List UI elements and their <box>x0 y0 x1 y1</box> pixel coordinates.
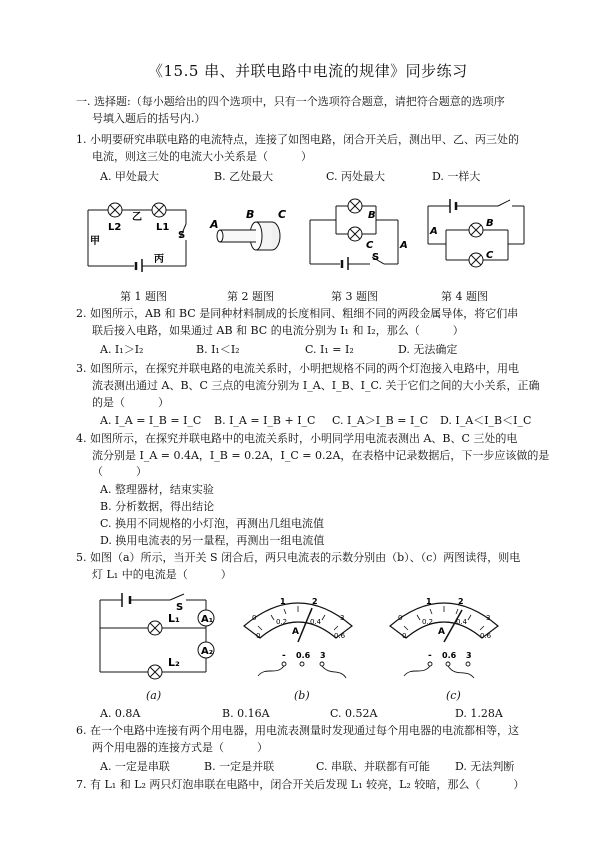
fig1-label-bing: 丙 <box>154 254 164 265</box>
fig1-label-yi: 乙 <box>132 212 142 223</box>
fig5b-terminal-minus: - <box>282 651 286 661</box>
fig3-label-a: A <box>400 240 408 251</box>
q4-option-c: C. 换用不同规格的小灯泡，再测出几组电流值 <box>100 517 325 530</box>
fig5a-label-a1: A₁ <box>201 614 214 625</box>
figure-2-conductors <box>206 200 298 272</box>
figure-5c-ammeter <box>382 586 506 682</box>
q6-option-c: C. 串联、并联都有可能 <box>316 760 431 773</box>
caption-fig5c: (c) <box>446 689 461 702</box>
figure-5a-circuit <box>94 592 224 682</box>
caption-fig1: 第 1 题图 <box>120 290 167 303</box>
fig2-label-a: A <box>210 218 219 231</box>
q2-stem-cont: 联后接入电路，如果通过 AB 和 BC 的电流分别为 I₁ 和 I₂，那么（ ） <box>92 324 464 337</box>
fig5b-terminal-3: 3 <box>320 651 326 660</box>
fig5a-label-l1: L₁ <box>168 612 180 625</box>
fig1-label-l1: L1 <box>156 222 170 233</box>
q3-option-b: B. I_A = I_B + I_C <box>214 414 316 427</box>
q4-option-d: D. 换用电流表的另一量程，再测出一组电流值 <box>100 534 325 547</box>
fig5c-end-06: 0.6 <box>480 632 492 640</box>
q4-stem-cont2: （ ） <box>92 465 147 478</box>
q6-stem-cont: 两个用电器的连接方式是（ ） <box>92 741 268 754</box>
fig5a-label-a2: A₂ <box>201 646 214 657</box>
q6-option-b: B. 一定是并联 <box>204 760 275 773</box>
q6-stem: 6. 在一个电路中连接有两个用电器，用电流表测量时发现通过每个用电器的电流都相等，这 <box>76 724 519 737</box>
q5-stem-cont: 灯 L₁ 中的电流是（ ） <box>92 568 232 581</box>
section-instructions: 一. 选择题:（每小题给出的四个选项中，只有一个选项符合题意，请把符合题意的选项序 <box>76 95 505 108</box>
fig5c-scale-1: 1 <box>426 597 432 606</box>
q1-option-c: C. 丙处最大 <box>326 170 386 183</box>
figure-3-parallel-circuit <box>306 194 410 270</box>
caption-fig4: 第 4 题图 <box>441 290 488 303</box>
q5-option-b: B. 0.16A <box>222 707 270 720</box>
fig5c-end-0: 0 <box>398 614 403 622</box>
fig3-label-s: S <box>372 252 380 263</box>
figure-4-parallel-circuit <box>424 196 528 274</box>
fig1-label-s: S <box>178 230 186 241</box>
fig5c-end-3: 3 <box>486 614 491 622</box>
q2-stem: 2. 如图所示，AB 和 BC 是同种材料制成的长度相同、粗细不同的两段金属导体，将它们串 <box>76 307 519 320</box>
fig5c-scale-04: 0.4 <box>456 618 468 626</box>
caption-fig3: 第 3 题图 <box>331 290 378 303</box>
fig5b-unit-a: A <box>292 627 299 637</box>
page-title: 《15.5 串、并联电路中电流的规律》同步练习 <box>148 62 468 80</box>
q6-option-a: A. 一定是串联 <box>100 760 170 773</box>
fig5c-terminal-minus: - <box>428 651 432 661</box>
fig2-label-c: C <box>278 208 287 221</box>
fig2-label-b: B <box>246 208 255 221</box>
q2-option-c: C. I₁ = I₂ <box>305 343 354 356</box>
fig5b-end-3: 3 <box>340 614 345 622</box>
q3-option-c: C. I_A＞I_B = I_C <box>332 414 429 427</box>
q4-stem: 4. 如图所示，在探究并联电路中的电流关系时，小明同学用电流表测出 A、B、C 三处的电 <box>76 432 518 445</box>
q2-option-a: A. I₁＞I₂ <box>100 343 144 356</box>
caption-fig2: 第 2 题图 <box>227 290 274 303</box>
q1-stem: 1. 小明要研究串联电路的电流特点，连接了如图电路，闭合开关后，测出甲、乙、丙三处的 <box>76 133 519 146</box>
fig5b-end-0b: 0 <box>256 632 261 640</box>
fig4-label-a: A <box>430 226 438 237</box>
fig5b-scale-2: 2 <box>312 597 318 606</box>
q1-stem-cont: 电流，则这三处的电流大小关系是（ ） <box>92 150 312 163</box>
caption-fig5a: (a) <box>146 689 162 702</box>
q1-option-b: B. 乙处最大 <box>214 170 274 183</box>
section-instructions-cont: 号填入题后的括号内.） <box>92 112 206 125</box>
q3-stem-cont2: 的是（ ） <box>92 396 169 409</box>
fig5a-label-s: S <box>176 602 184 613</box>
fig4-label-c: C <box>486 250 494 261</box>
q3-option-d: D. I_A＜I_B＜I_C <box>440 414 532 427</box>
q5-option-d: D. 1.28A <box>455 707 503 720</box>
fig5c-end-0b: 0 <box>402 632 407 640</box>
fig5b-scale-02: 0.2 <box>276 618 288 626</box>
fig5c-scale-2: 2 <box>458 597 464 606</box>
fig5c-terminal-3: 3 <box>466 651 472 660</box>
fig5b-end-06: 0.6 <box>334 632 346 640</box>
figure-1-series-circuit <box>86 196 198 272</box>
q4-option-a: A. 整理器材，结束实验 <box>100 483 214 496</box>
q2-option-d: D. 无法确定 <box>398 343 458 356</box>
q4-stem-cont: 流分别是 I_A = 0.4A，I_B = 0.2A，I_C = 0.2A，在表格中记录数据后，下一步应该做的是 <box>92 449 550 462</box>
q3-stem: 3. 如图所示，在探究并联电路的电流关系时，小明把规格不同的两个灯泡接入电路中，用电 <box>76 362 519 375</box>
fig5c-terminal-06: 0.6 <box>442 651 457 660</box>
q5-option-a: A. 0.8A <box>100 707 141 720</box>
caption-fig5b: (b) <box>294 689 310 702</box>
fig5b-scale-04: 0.4 <box>310 618 322 626</box>
fig5c-scale-02: 0.2 <box>422 618 434 626</box>
q1-option-d: D. 一样大 <box>432 170 481 183</box>
fig5b-terminal-06: 0.6 <box>296 651 311 660</box>
fig5c-unit-a: A <box>438 627 445 637</box>
fig5a-label-l2: L₂ <box>168 656 180 669</box>
q2-option-b: B. I₁＜I₂ <box>196 343 240 356</box>
figure-5b-ammeter <box>236 586 360 682</box>
q6-option-d: D. 无法判断 <box>455 760 515 773</box>
fig5b-scale-1: 1 <box>280 597 286 606</box>
q3-option-a: A. I_A = I_B = I_C <box>100 414 202 427</box>
q5-option-c: C. 0.52A <box>330 707 378 720</box>
fig1-label-jia: 甲 <box>90 236 100 247</box>
q5-stem: 5. 如图（a）所示，当开关 S 闭合后，两只电流表的示数分别由（b）、（c）两图读得，则电 <box>76 551 521 564</box>
q4-option-b: B. 分析数据，得出结论 <box>100 500 215 513</box>
q3-stem-cont: 流表测出通过 A、B、C 三点的电流分别为 I_A、I_B、I_C. 关于它们之间的大小关系，正确 <box>92 379 540 392</box>
fig3-label-b: B <box>368 210 376 221</box>
fig3-label-c: C <box>366 240 374 251</box>
q7-stem: 7. 有 L₁ 和 L₂ 两只灯泡串联在电路中，闭合开关后发现 L₁ 较亮，L₂ 较暗，那么（ ） <box>76 778 525 791</box>
fig1-label-l2: L2 <box>108 222 122 233</box>
fig5b-end-0: 0 <box>252 614 257 622</box>
q1-option-a: A. 甲处最大 <box>100 170 159 183</box>
fig4-label-b: B <box>486 218 494 229</box>
